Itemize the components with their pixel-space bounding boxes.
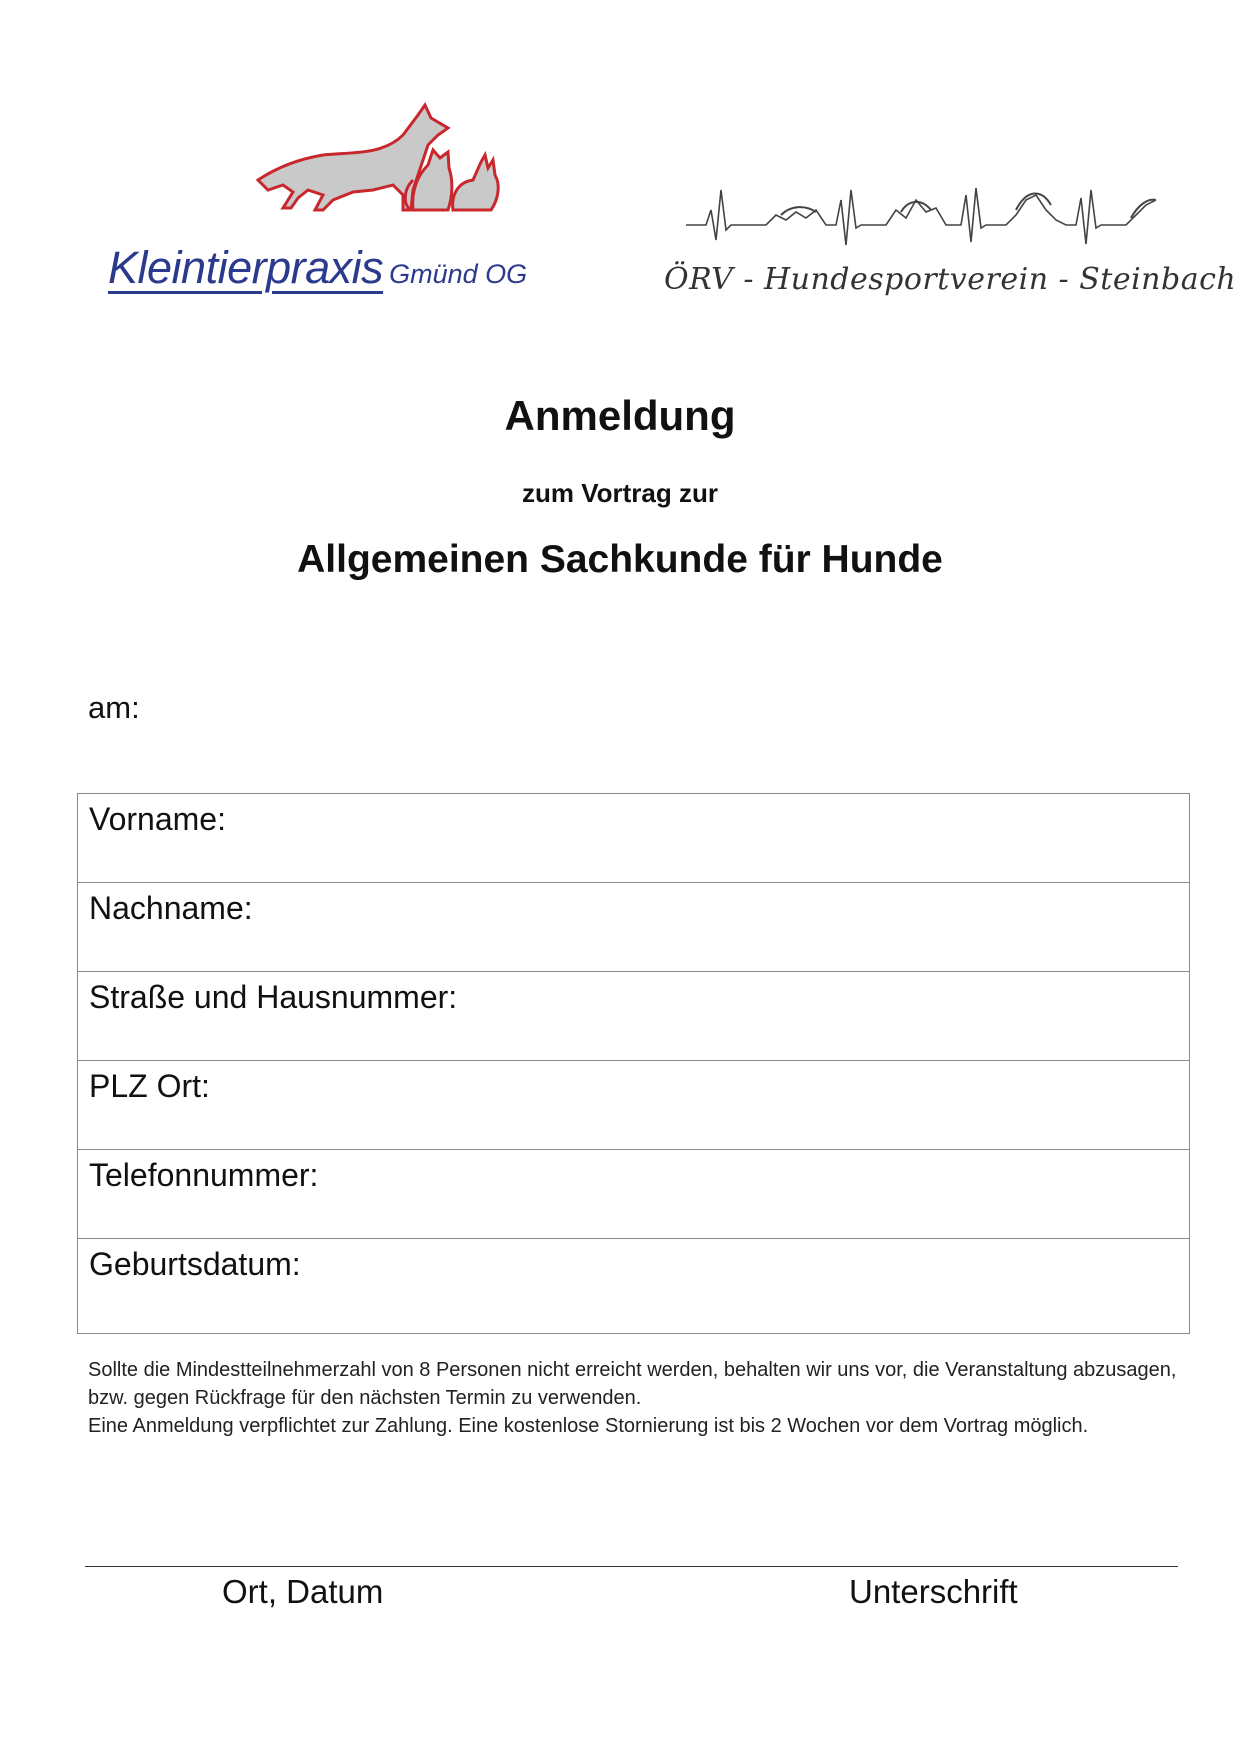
page-subtitle: zum Vortrag zur <box>522 478 718 508</box>
form-row-phone[interactable] <box>78 1150 1189 1239</box>
clinic-name: Kleintierpraxis <box>108 242 384 293</box>
page-title: Anmeldung <box>504 392 736 439</box>
clinic-logo <box>108 100 548 300</box>
field-label: Vorname: <box>89 801 226 837</box>
notice-cancellation: Eine Anmeldung verpflichtet zur Zahlung. Eine kostenlose Stornierung ist bis 2 Wochen vor dem Vortrag möglich. <box>88 1415 1089 1437</box>
registration-form <box>77 793 1190 1334</box>
form-row-street[interactable] <box>78 972 1189 1061</box>
form-row-last-name[interactable] <box>78 883 1189 972</box>
form-row-birthdate[interactable] <box>78 1239 1189 1333</box>
signature-line <box>85 1566 1178 1567</box>
form-row-first-name[interactable] <box>78 794 1189 883</box>
field-label: Geburtsdatum: <box>89 1246 301 1282</box>
form-row-postal-city[interactable] <box>78 1061 1189 1150</box>
notice-minimum-participants: Sollte die Mindestteilnehmerzahl von 8 Personen nicht erreicht werden, behalten wir uns vor, die Veranstaltung abzusagen, bzw. gegen Rückfrage für den nächsten Termin zu verwenden. <box>88 1359 1177 1409</box>
clinic-suffix: Gmünd OG <box>389 259 528 289</box>
date-label: am: <box>88 690 140 725</box>
club-logo <box>656 170 1237 310</box>
lecture-topic: Allgemeinen Sachkunde für Hunde <box>297 538 943 581</box>
heartbeat-animals-icon <box>686 170 1156 265</box>
terms-notice <box>88 1356 1178 1440</box>
field-label: Telefonnummer: <box>89 1157 319 1193</box>
clinic-brand <box>108 242 527 294</box>
club-name: ÖRV - Hundesportverein - Steinbach <box>664 262 1237 297</box>
field-label: Nachname: <box>89 890 253 926</box>
field-label: PLZ Ort: <box>89 1068 210 1104</box>
field-label: Straße und Hausnummer: <box>89 979 458 1015</box>
place-date-label: Ort, Datum <box>222 1573 384 1610</box>
animals-icon <box>253 100 503 235</box>
signature-label: Unterschrift <box>849 1573 1018 1610</box>
